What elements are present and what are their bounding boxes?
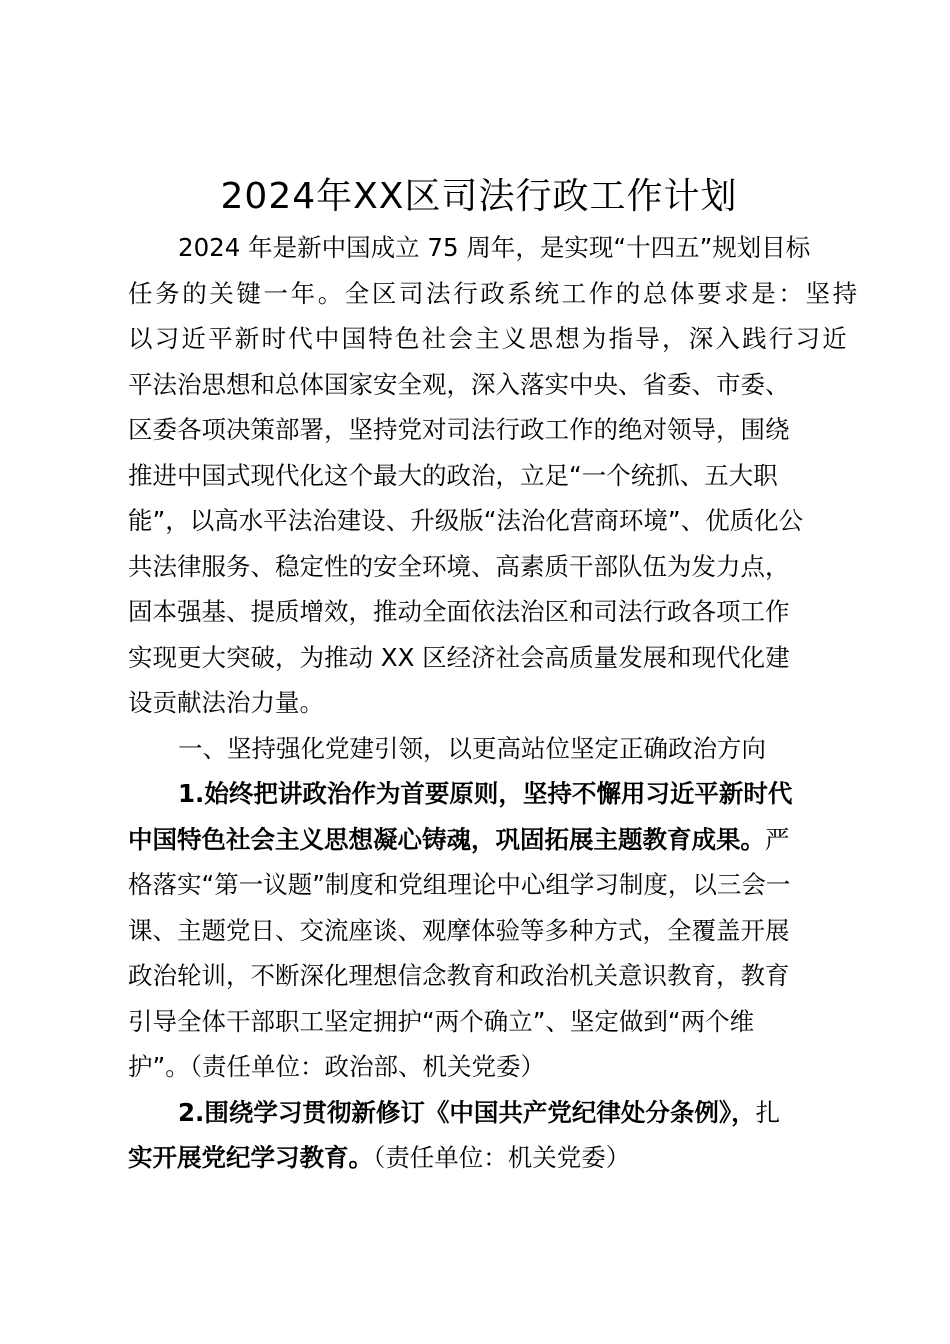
item-2-line-1	[128, 1090, 938, 1136]
item-1-line-6: 引导全体干部职工坚定拥护“两个确立”、坚定做到“两个维	[128, 1006, 755, 1036]
item-1-bold-text-2: 中国特色社会主义思想凝心铸魂，巩固拓展主题教育成果。	[128, 824, 765, 854]
item-2-bold-text: 2.围绕学习贯彻新修订《中国共产党纪律处分条例》，	[178, 1097, 756, 1127]
item-1-line-1	[128, 771, 938, 817]
item-1-line-3: 格落实“第一议题”制度和党组理论中心组学习制度，以三会一	[128, 870, 791, 899]
item-2-line-2	[128, 1135, 938, 1181]
item-1-line-2	[128, 817, 938, 863]
intro-line-7: 能”，以高水平法治建设、升级版“法治化营商环境”、优质化公	[128, 506, 804, 535]
intro-line-5: 区委各项决策部署，坚持党对司法行政工作的绝对领导，围绕	[128, 415, 790, 444]
item-1-line-4: 课、主题党日、交流座谈、观摩体验等多种方式，全覆盖开展	[128, 915, 790, 945]
intro-line-4: 平法治思想和总体国家安全观，深入落实中央、省委、市委、	[128, 369, 790, 399]
item-2-tail-text: 扎	[755, 1097, 781, 1127]
document-title: 2024年XX区司法行政工作计划	[220, 176, 738, 217]
intro-line-1: 2024 年是新中国成立 75 周年，是实现“十四五”规划目标	[178, 233, 811, 262]
intro-line-2: 任务的关键一年。全区司法行政系统工作的总体要求是：坚持	[128, 278, 860, 308]
item-1-line-5: 政治轮训，不断深化理想信念教育和政治机关意识教育，教育	[128, 961, 790, 990]
item-2-bold-text-2: 实开展党纪学习教育。	[128, 1143, 373, 1172]
item-1-line-7: 护”。（责任单位：政治部、机关党委）	[128, 1052, 545, 1081]
intro-line-10: 实现更大突破，为推动 XX 区经济社会高质量发展和现代化建	[128, 642, 790, 672]
item-2-tail-text-2: （责任单位：机关党委）	[373, 1143, 631, 1172]
section-1-heading: 一、坚持强化党建引领，以更高站位坚定正确政治方向	[178, 733, 766, 763]
intro-line-8: 共法律服务、稳定性的安全环境、高素质干部队伍为发力点，	[128, 551, 790, 581]
item-1-bold-text: 1.始终把讲政治作为首要原则，坚持不懈用习近平新时代	[178, 779, 793, 808]
intro-line-11: 设贡献法治力量。	[128, 688, 324, 717]
document-body	[128, 225, 938, 1181]
intro-line-6: 推进中国式现代化这个最大的政治，立足“一个统抓、五大职	[128, 460, 778, 490]
item-1-tail-text: 严	[765, 824, 790, 854]
intro-line-3: 以习近平新时代中国特色社会主义思想为指导，深入践行习近	[128, 324, 849, 353]
intro-line-9: 固本强基、提质增效，推动全面依法治区和司法行政各项工作	[128, 597, 790, 626]
